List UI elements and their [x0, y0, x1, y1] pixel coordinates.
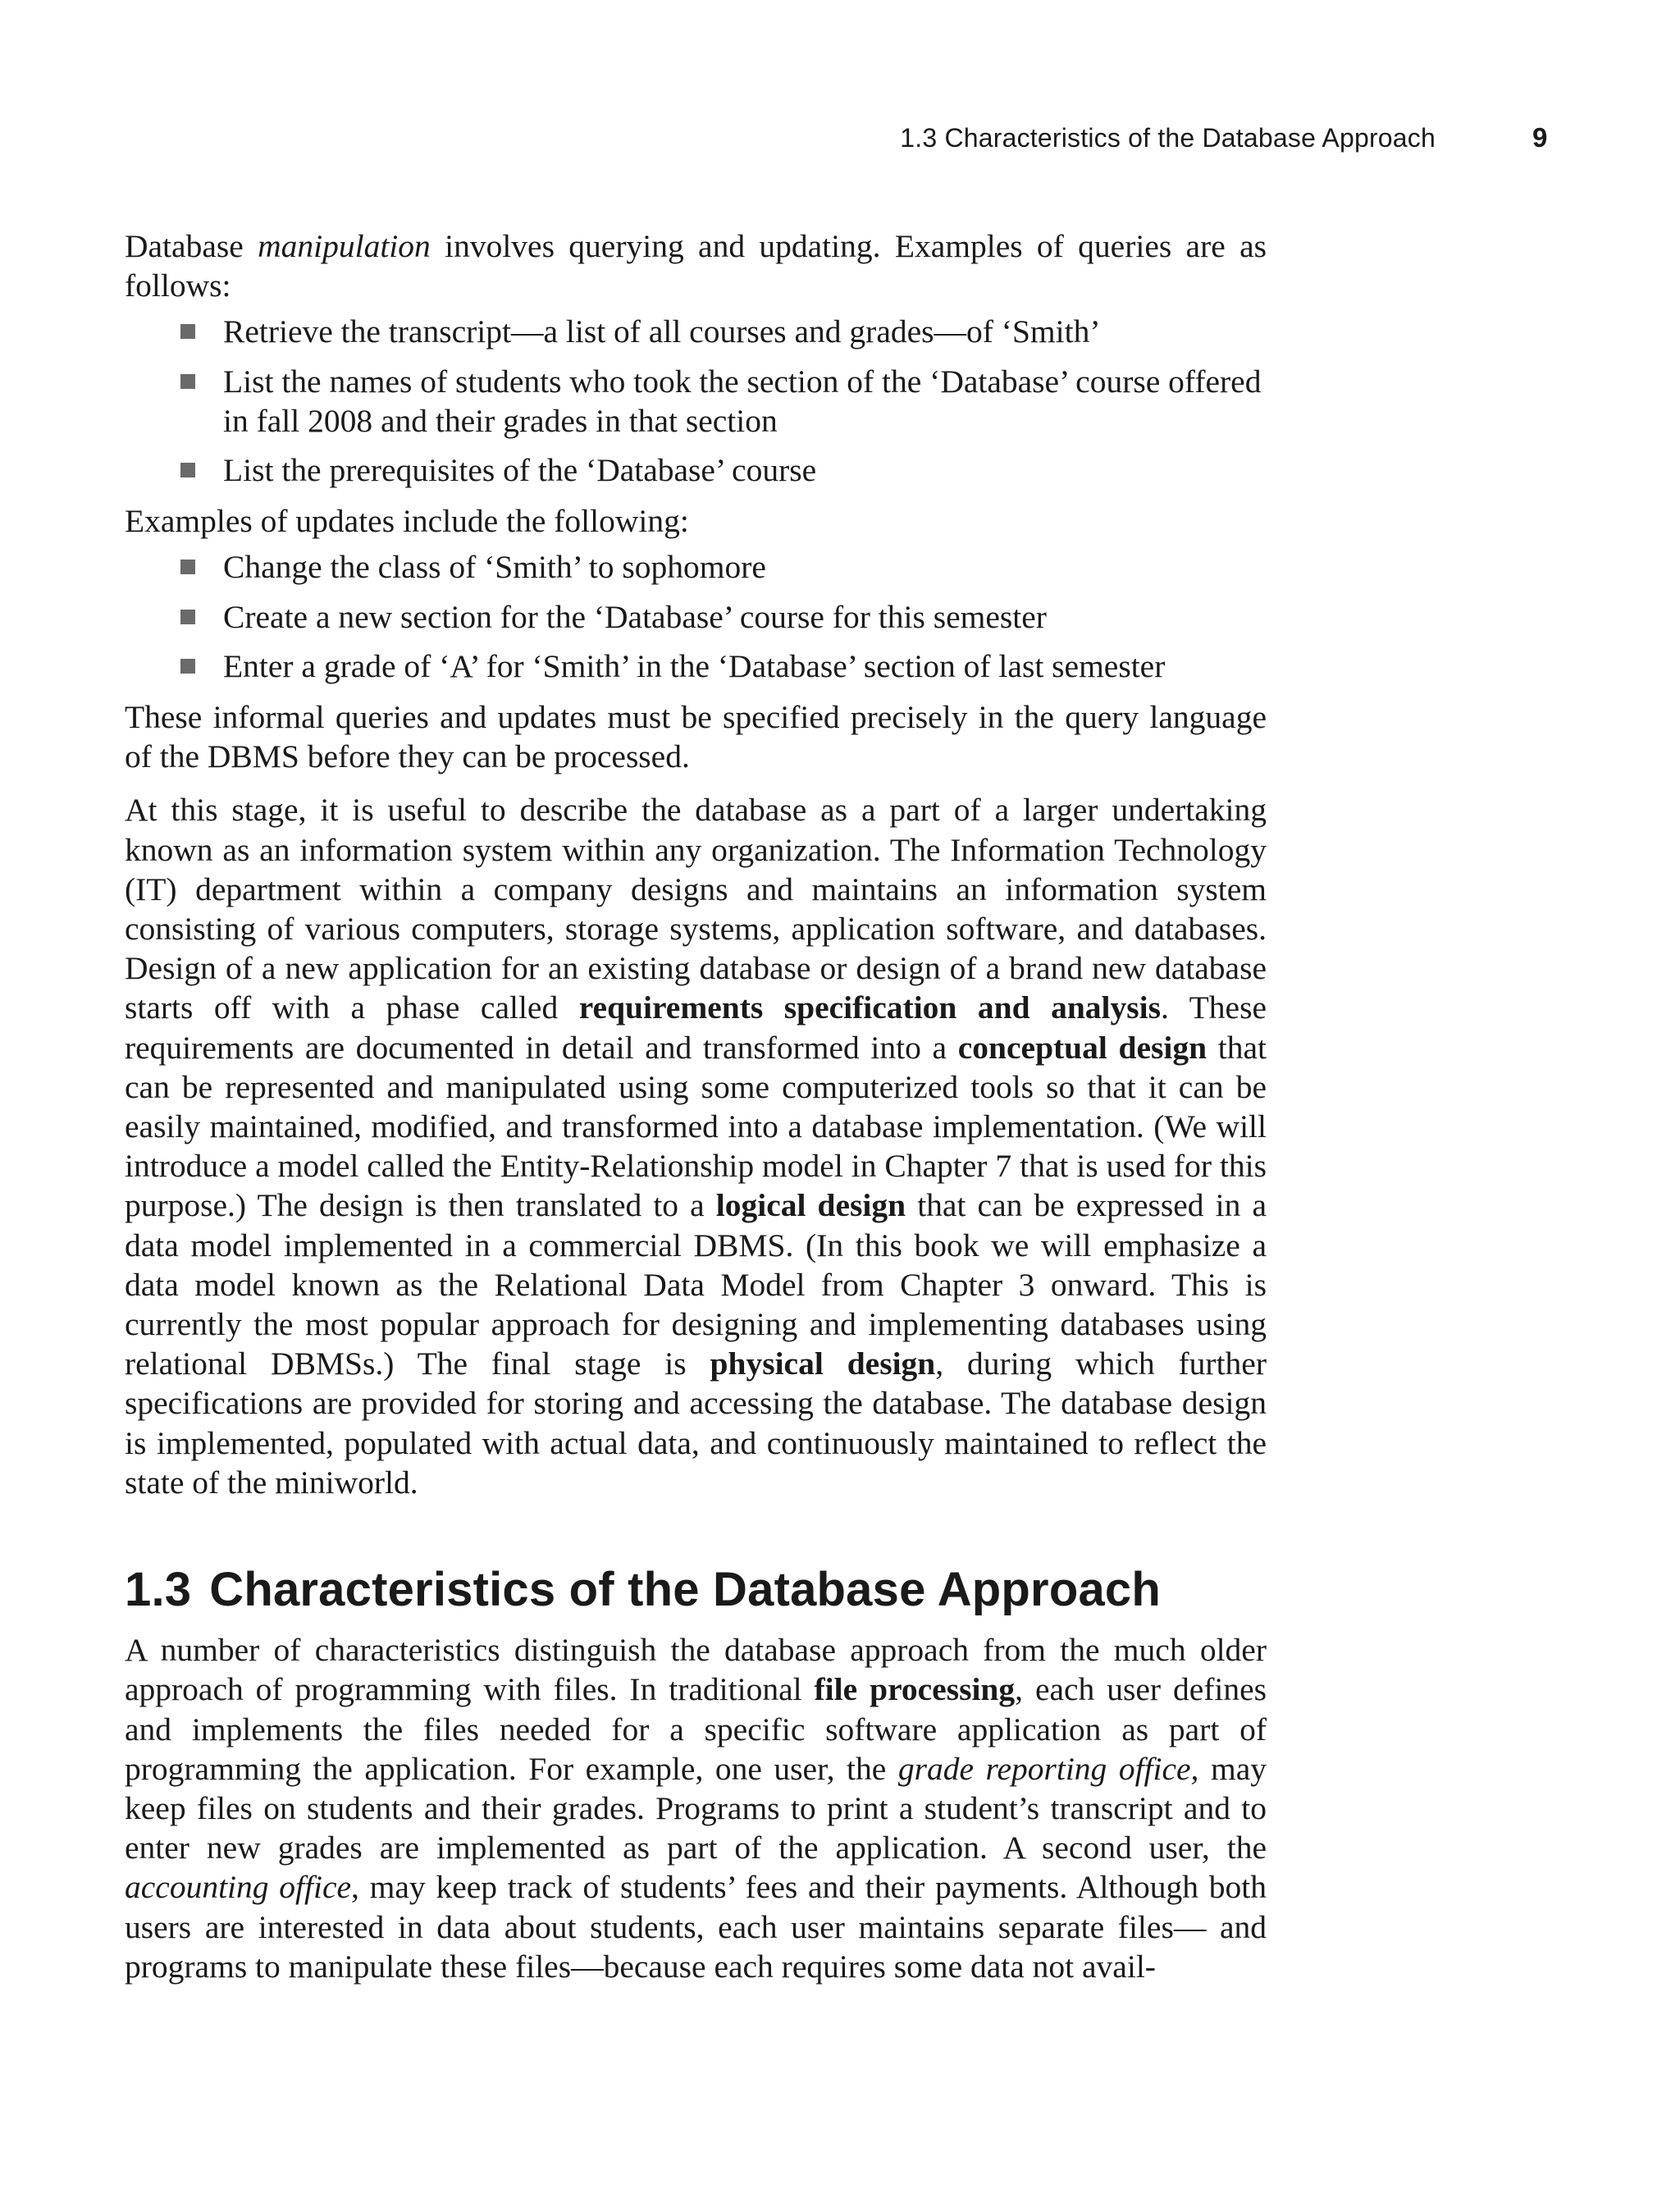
square-bullet-icon [180, 374, 195, 389]
section-paragraph: A number of characteristics distinguish the database approach from the much older approach of programming with files. In traditional file processing, each user defines and implements the files needed for a specific software application as part of programming the application. For example, one user, the grade reporting office, may keep files on students and their grades. Programs to print a student’s transcript and to enter new grades are implemented as part of the application. A second user, the accounting office, may keep track of students’ fees and their payments. Although both users are interested in data about students, each user maintains separate files— and programs to manipulate these files—because each requires some data not avail- [125, 1632, 1267, 1985]
section-heading [125, 1561, 1267, 1619]
list-item: List the prerequisites of the ‘Database’ course [223, 450, 1267, 490]
information-system-paragraph: At this stage, it is useful to describe the database as a part of a larger undertaking known as an information system within any organization. The Information Technology (IT) department within a company designs and maintains an information system consisting of various computers, storage systems, application software, and databases. Design of a new application for an existing database or design of a brand new database starts off with a phase called requirements specification and analysis. These requirements are documented in detail and transformed into a conceptual design that can be represented and manipulated using some computerized tools so that it can be easily maintained, modified, and transformed into a database implementation. (We will introduce a model called the Entity-Relationship model in Chapter 7 that is used for this purpose.) The design is then translated to a logical design that can be expressed in a data model implemented in a commercial DBMS. (In this book we will emphasize a data model known as the Relational Data Model from Chapter 3 onward. This is currently the most popular approach for designing and implementing databases using relational DBMSs.) The final stage is physical design, during which further specifications are provided for storing and accessing the database. The database design is implemented, populated with actual data, and continuously maintained to reflect the state of the miniworld. [125, 792, 1267, 1501]
list-item: Enter a grade of ‘A’ for ‘Smith’ in the ‘Database’ section of last semester [223, 646, 1267, 686]
term-physical-design: physical design [710, 1345, 936, 1382]
running-head-title: 1.3 Characteristics of the Database Approach [900, 123, 1436, 153]
section-title: Characteristics of the Database Approach [209, 1563, 1161, 1617]
list-item: Change the class of ‘Smith’ to sophomore [223, 547, 1267, 587]
square-bullet-icon [180, 659, 195, 674]
emphasis-manipulation: manipulation [258, 228, 431, 264]
square-bullet-icon [180, 610, 195, 624]
list-item: List the names of students who took the section of the ‘Database’ course offered in fall 2008 and their grades in that section [223, 362, 1267, 441]
query-examples-list [125, 312, 1267, 490]
term-conceptual-design: conceptual design [957, 1029, 1208, 1066]
page-body [125, 226, 1267, 2000]
page-number: 9 [1532, 122, 1548, 153]
list-item: Create a new section for the ‘Database’ course for this semester [223, 597, 1267, 637]
square-bullet-icon [180, 560, 195, 574]
section-number: 1.3 [125, 1563, 192, 1617]
intro-paragraph: Database manipulation involves querying and updating. Examples of queries are as follows: [125, 228, 1267, 304]
updates-intro-paragraph: Examples of updates include the following: [125, 503, 689, 540]
list-item: Retrieve the transcript—a list of all courses and grades—of ‘Smith’ [223, 312, 1267, 351]
update-examples-list [125, 547, 1267, 686]
square-bullet-icon [180, 324, 195, 339]
emphasis-accounting-office: accounting office [125, 1869, 352, 1906]
term-requirements-specification: requirements specification and analysis [578, 989, 1161, 1026]
term-file-processing: file processing [814, 1671, 1016, 1708]
square-bullet-icon [180, 463, 195, 477]
term-logical-design: logical design [715, 1187, 906, 1224]
informal-queries-paragraph: These informal queries and updates must be specified precisely in the query language of the DBMS before they can be processed. [125, 699, 1267, 775]
emphasis-grade-reporting-office: grade reporting office, [897, 1750, 1199, 1787]
